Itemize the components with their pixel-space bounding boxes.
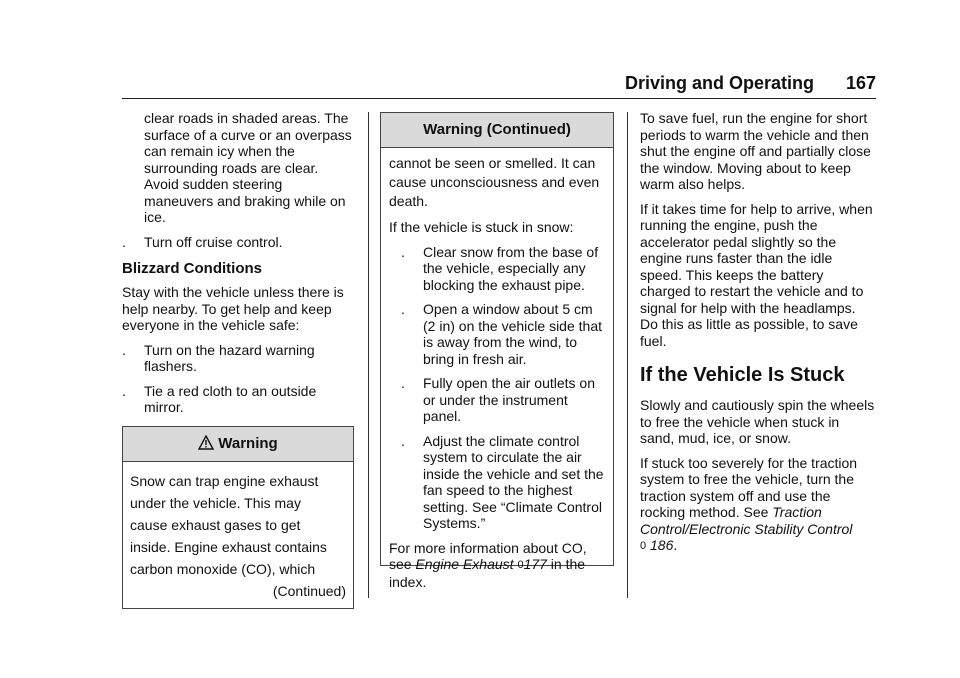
warning-header	[123, 427, 353, 462]
paragraph: cannot be seen or smelled. It can cause unconsciousness and even death.	[389, 155, 600, 209]
list-item	[389, 433, 605, 532]
cross-reference-link[interactable]: Traction Control/Electronic Stability Control	[640, 504, 853, 537]
paragraph: If the vehicle is stuck in snow:	[389, 219, 574, 235]
warning-body	[381, 148, 613, 590]
list-item	[389, 375, 605, 425]
list-item	[122, 342, 354, 375]
list-item-text: Tie a red cloth to an outside mirror.	[144, 382, 317, 415]
bullet-marker: .	[122, 233, 126, 250]
list-item-text: Fully open the air outlets on or under the instrument panel.	[423, 375, 595, 424]
bullet-marker: .	[122, 382, 126, 399]
bullet-marker: .	[401, 301, 405, 317]
paragraph: Stay with the vehicle unless there is help nearby. To get help and keep everyone in the vehicle safe:	[122, 284, 344, 333]
section-heading: If the Vehicle Is Stuck	[640, 364, 845, 386]
paragraph: If it takes time for help to arrive, when running the engine, push the accelerator pedal slightly so the engine runs faster than the idle speed. This keeps the battery charged to restart the vehicle and to signal for help with the headlamps. Do this as little as possible, to save fuel.	[640, 200, 873, 349]
traction-paragraph	[640, 455, 876, 555]
list-item	[389, 301, 605, 367]
page-number: 167	[845, 73, 876, 93]
warning-icon	[198, 430, 214, 464]
column-right	[640, 110, 876, 563]
list-item	[122, 234, 354, 251]
traction-text-end: .	[673, 537, 678, 553]
warning-line: inside. Engine exhaust contains	[130, 538, 327, 555]
list-item-text: Turn on the hazard warning flashers.	[144, 341, 315, 374]
list-item-text: Turn off cruise control.	[144, 233, 283, 250]
continued-paragraph: clear roads in shaded areas. The surface of a curve or an overpass can remain icy when the surrounding roads are clear. Avoid sudden steering maneuvers and braking while on ice.	[144, 110, 352, 225]
traction-text: If stuck too severely for the traction system to free the vehicle, turn the traction system off and use the rocking method. See	[640, 454, 858, 520]
warning-line: under the vehicle. This may	[130, 494, 301, 511]
warning-line: Snow can trap engine exhaust	[130, 472, 319, 489]
more-info-paragraph	[389, 540, 605, 591]
subsection-heading: Blizzard Conditions	[122, 260, 262, 277]
bullet-marker: .	[401, 432, 405, 449]
warning-title: Warning	[218, 434, 278, 452]
column-divider	[627, 112, 628, 598]
warning-body	[123, 462, 353, 608]
bullet-marker: .	[122, 341, 126, 358]
list-item-text: Open a window about 5 cm (2 in) on the vehicle side that is away from the wind, to bring in fresh air.	[423, 301, 602, 367]
paragraph: Slowly and cautiously spin the wheels to free the vehicle when stuck in sand, mud, ice, or snow.	[640, 397, 875, 446]
warning-line: cause exhaust gases to get	[130, 516, 301, 533]
cross-reference-page[interactable]: 186	[650, 537, 674, 553]
page-header	[122, 72, 876, 99]
warning-continued-box	[380, 112, 614, 590]
cross-reference-page[interactable]: 177	[523, 556, 547, 572]
cross-reference-link[interactable]: Engine Exhaust	[415, 556, 514, 572]
page-reference-icon: 0	[517, 559, 524, 571]
list-item	[389, 244, 605, 294]
more-info-text: For more information about CO, see	[389, 539, 587, 572]
bullet-marker: .	[401, 375, 405, 391]
continued-label: (Continued)	[272, 582, 346, 599]
section-title: Driving and Operating	[624, 73, 814, 93]
list-item-text: Adjust the climate control system to circulate the air inside the vehicle and set the fan speed to the highest setting. See “Climate Control Systems.”	[423, 432, 604, 531]
paragraph: To save fuel, run the engine for short periods to warm the vehicle and then shut the engine off and partially close the window. Moving about to keep warm also helps.	[640, 110, 871, 192]
more-info-text-end: in the index.	[389, 556, 586, 590]
column-divider	[368, 112, 369, 598]
list-item-text: Clear snow from the base of the vehicle, especially any blocking the exhaust pipe.	[423, 243, 599, 293]
warning-box	[122, 426, 354, 609]
bullet-marker: .	[401, 243, 405, 260]
warning-header: Warning (Continued)	[381, 113, 613, 148]
list-item	[122, 383, 354, 416]
column-left	[122, 110, 354, 609]
page-reference-icon: 0	[640, 540, 647, 552]
warning-line: carbon monoxide (CO), which	[130, 560, 316, 577]
